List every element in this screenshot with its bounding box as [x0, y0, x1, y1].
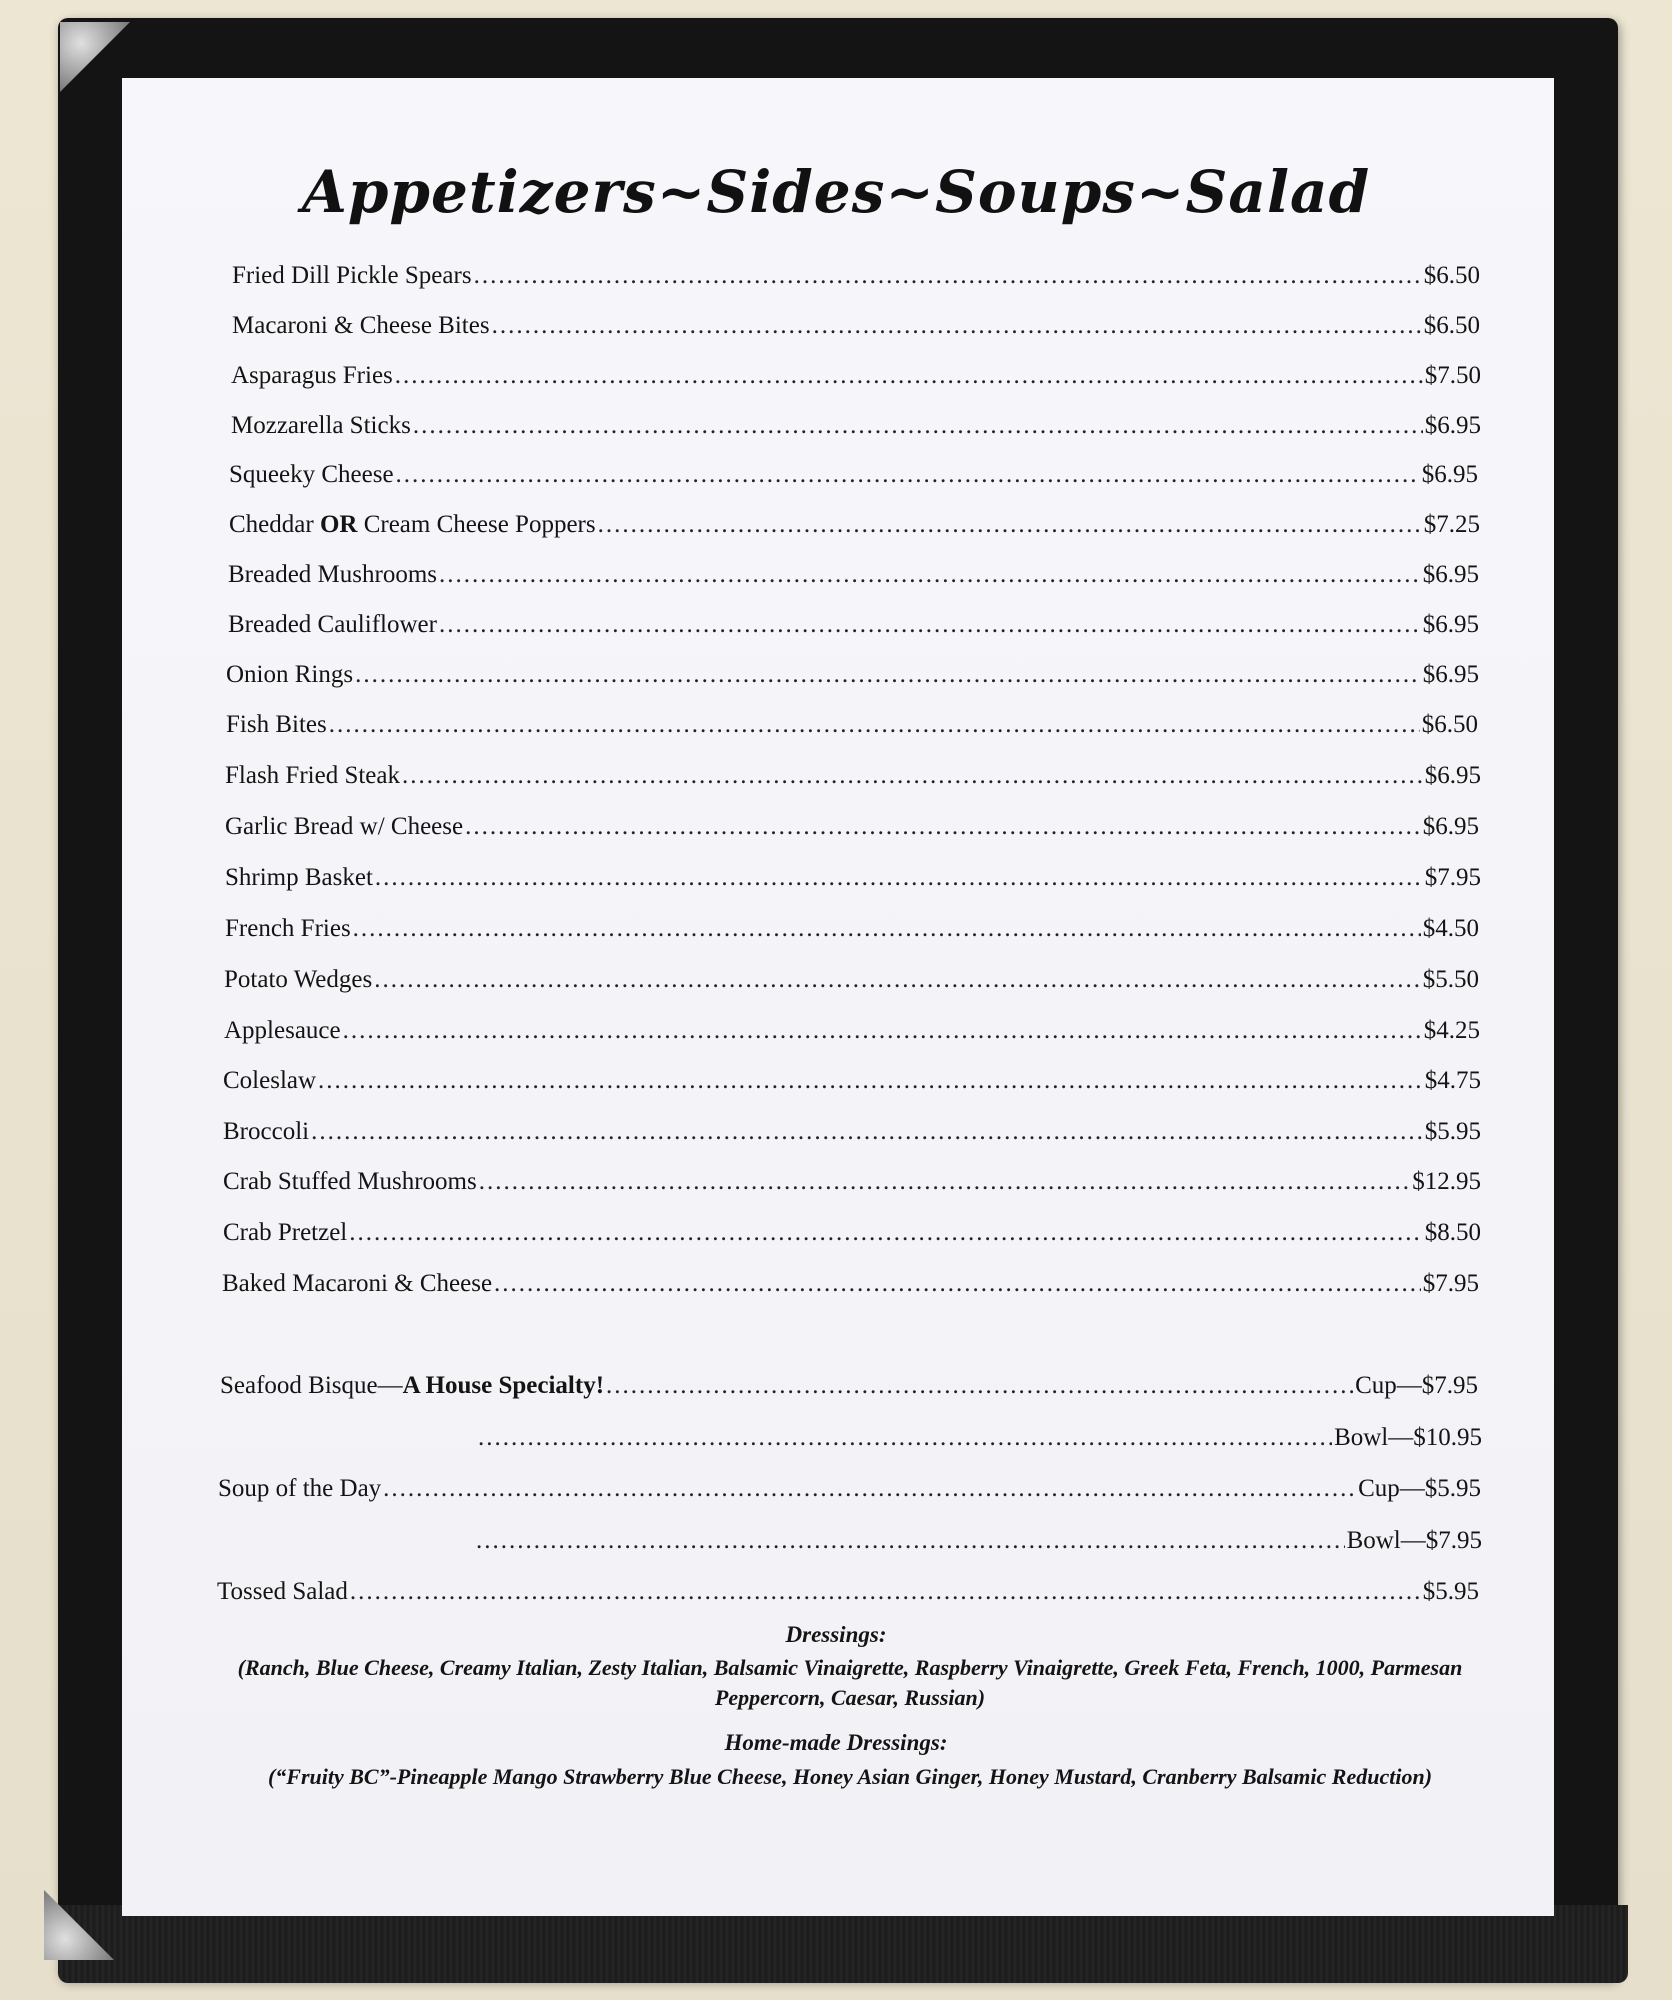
menu-item-price: $5.95 — [1424, 1118, 1481, 1145]
menu-item-name: Asparagus Fries — [231, 362, 393, 389]
dot-leader — [311, 1118, 1423, 1146]
menu-item-price: $5.50 — [1422, 966, 1479, 993]
menu-title: Appetizers~Sides~Soups~Salad — [301, 158, 1371, 226]
menu-item-price: $12.95 — [1412, 1168, 1481, 1195]
menu-item-name: Crab Stuffed Mushrooms — [223, 1168, 477, 1195]
dot-leader — [383, 1475, 1356, 1503]
menu-item-price: $7.95 — [1422, 1270, 1479, 1297]
menu-item-name: Soup of the Day — [218, 1475, 382, 1502]
menu-item-price: $6.50 — [1423, 312, 1480, 339]
menu-item-name: Coleslaw — [223, 1067, 317, 1094]
dressings-list: (Ranch, Blue Cheese, Creamy Italian, Zesty Italian, Balsamic Vinaigrette, Raspberry Vinaigrette, Greek Feta, French, 1000, Parmesan Peppercorn, Caesar, Russian) — [237, 1655, 1463, 1710]
menu-item-price: $4.50 — [1422, 915, 1479, 942]
menu-item-name: Cheddar OR Cream Cheese Poppers — [229, 511, 596, 538]
menu-item — [0, 511, 1672, 545]
dot-leader — [413, 412, 1423, 440]
menu-item — [0, 1424, 1672, 1458]
dot-leader — [343, 1017, 1422, 1045]
menu-item — [0, 1475, 1672, 1509]
menu-item-price: $6.95 — [1421, 461, 1478, 488]
dot-leader — [478, 1424, 1332, 1452]
menu-item — [0, 412, 1672, 446]
menu-item — [0, 762, 1672, 796]
menu-item-name: Tossed Salad — [217, 1578, 348, 1605]
dot-leader — [476, 1527, 1345, 1555]
menu-item-name: Broccoli — [223, 1118, 310, 1145]
menu-item-price: $6.95 — [1422, 813, 1479, 840]
menu-item-name-emphasis: A House Specialty! — [402, 1372, 605, 1399]
dot-leader — [353, 915, 1421, 943]
dot-leader — [439, 611, 1421, 639]
menu-item-price: Bowl—$7.95 — [1346, 1527, 1482, 1554]
menu-item — [0, 561, 1672, 595]
menu-item — [0, 864, 1672, 898]
menu-item — [0, 1017, 1672, 1051]
dot-leader — [606, 1372, 1353, 1400]
menu-item — [0, 1219, 1672, 1253]
menu-item — [0, 461, 1672, 495]
homemade-dressings-heading: Home-made Dressings: — [724, 1730, 948, 1755]
dot-leader — [350, 1578, 1421, 1606]
menu-item-name: Breaded Mushrooms — [228, 561, 437, 588]
menu-item — [0, 813, 1672, 847]
menu-item-price: $6.50 — [1423, 262, 1480, 289]
menu-item-name: Onion Rings — [226, 661, 354, 688]
dot-leader — [598, 511, 1422, 539]
menu-item-name: French Fries — [225, 915, 351, 942]
dot-leader — [402, 762, 1423, 790]
menu-item — [0, 1067, 1672, 1101]
dot-leader — [318, 1067, 1423, 1095]
dot-leader — [375, 864, 1423, 892]
menu-item — [0, 1578, 1672, 1612]
dot-leader — [479, 1168, 1411, 1196]
menu-item — [0, 1168, 1672, 1202]
menu-item-price: $7.50 — [1424, 362, 1481, 389]
menu-item-price: $5.95 — [1422, 1578, 1479, 1605]
menu-item-price: Cup—$5.95 — [1358, 1475, 1481, 1502]
menu-item-name: Macaroni & Cheese Bites — [232, 312, 490, 339]
menu-item-price: $7.25 — [1423, 511, 1480, 538]
dot-leader — [374, 966, 1421, 994]
dot-leader — [396, 461, 1420, 489]
menu-item — [0, 661, 1672, 695]
menu-item — [0, 262, 1672, 296]
menu-item — [0, 966, 1672, 1000]
menu-item-price: $6.95 — [1424, 762, 1481, 789]
menu-item-price: $6.50 — [1421, 711, 1478, 738]
dot-leader — [474, 262, 1422, 290]
menu-item-name: Baked Macaroni & Cheese — [222, 1270, 493, 1297]
homemade-dressings-list: (“Fruity BC”-Pineapple Mango Strawberry Blue Cheese, Honey Asian Ginger, Honey Mustard, Cranberry Balsamic Reduction) — [267, 1764, 1433, 1789]
menu-item-name: Shrimp Basket — [225, 864, 373, 891]
menu-item-price: $6.95 — [1424, 412, 1481, 439]
menu-item-price: $6.95 — [1422, 611, 1479, 638]
dot-leader — [395, 362, 1423, 390]
menu-item-name: Crab Pretzel — [223, 1219, 348, 1246]
menu-item-name: Fish Bites — [226, 711, 327, 738]
menu-item-price: $4.25 — [1423, 1017, 1480, 1044]
menu-item-name: Applesauce — [224, 1017, 341, 1044]
dot-leader — [355, 661, 1421, 689]
menu-item — [0, 1118, 1672, 1152]
menu-item-name: Potato Wedges — [224, 966, 373, 993]
menu-item — [0, 711, 1672, 745]
menu-item-name: Garlic Bread w/ Cheese — [225, 813, 464, 840]
menu-item-name: Mozzarella Sticks — [231, 412, 411, 439]
dot-leader — [494, 1270, 1421, 1298]
menu-item — [0, 611, 1672, 645]
menu-item — [0, 1527, 1672, 1561]
menu-item-price: $7.95 — [1424, 864, 1481, 891]
menu-item-price: $8.50 — [1424, 1219, 1481, 1246]
dot-leader — [492, 312, 1422, 340]
menu-item-price: $6.95 — [1422, 661, 1479, 688]
menu-item-name: Fried Dill Pickle Spears — [232, 262, 472, 289]
menu-item-name: Breaded Cauliflower — [228, 611, 437, 638]
menu-item-price: Cup—$7.95 — [1355, 1372, 1478, 1399]
dot-leader — [465, 813, 1421, 841]
dot-leader — [349, 1219, 1422, 1247]
menu-item — [0, 1270, 1672, 1304]
menu-item — [0, 915, 1672, 949]
menu-item-price: $6.95 — [1422, 561, 1479, 588]
menu-folder-edge — [58, 1905, 1628, 1983]
menu-item-price: $4.75 — [1424, 1067, 1481, 1094]
menu-item — [0, 312, 1672, 346]
menu-item — [0, 362, 1672, 396]
menu-item-name: Seafood Bisque—A House Specialty! — [220, 1372, 605, 1399]
menu-item-name: Flash Fried Steak — [225, 762, 400, 789]
menu-item-name: Squeeky Cheese — [229, 461, 394, 488]
menu-item-price: Bowl—$10.95 — [1334, 1424, 1482, 1451]
dot-leader — [329, 711, 1420, 739]
dot-leader — [439, 561, 1421, 589]
dressings-heading: Dressings: — [785, 1622, 887, 1647]
menu-item — [0, 1372, 1672, 1406]
menu-item-name-emphasis: OR — [319, 511, 358, 538]
